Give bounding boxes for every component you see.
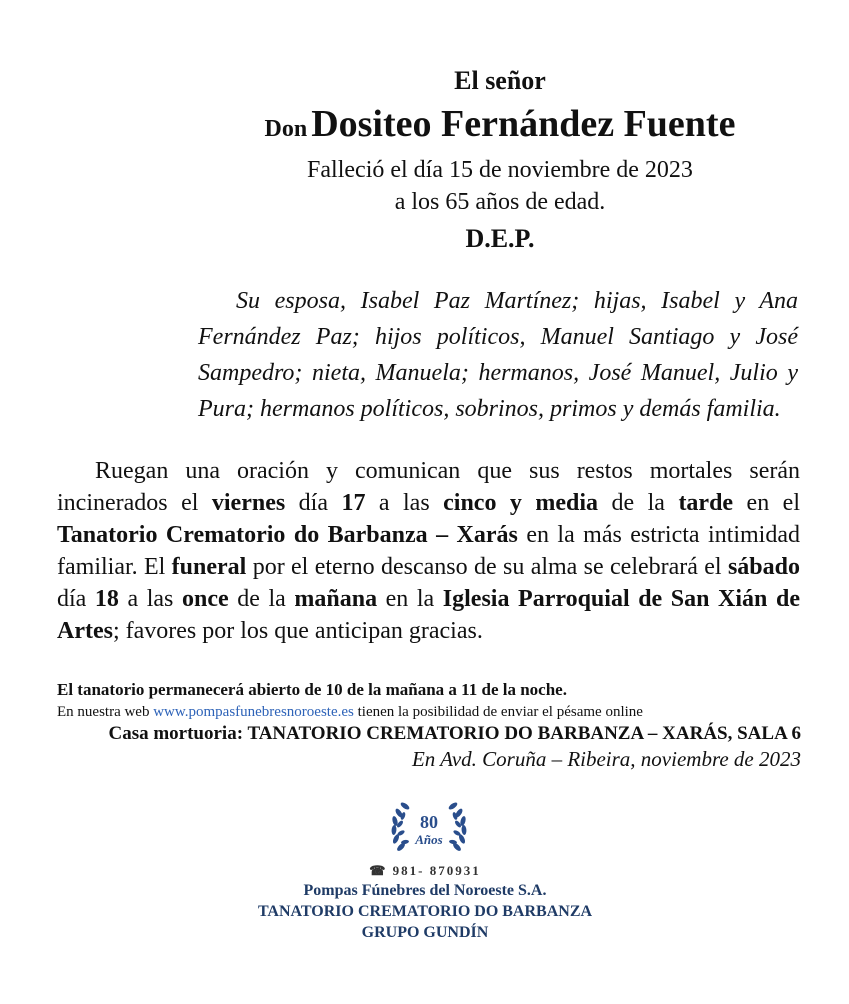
crematorio-name: Tanatorio Crematorio do Barbanza – Xarás [57, 522, 518, 548]
phone-icon: ☎ [369, 863, 388, 878]
announce-text: de la [598, 490, 679, 516]
announce-text: por el eterno descanso de su alma se celebrará el [246, 554, 728, 580]
web-suffix: tienen la posibilidad de enviar el pésame online [353, 704, 643, 720]
family-paragraph: Su esposa, Isabel Paz Martínez; hijas, Isabel y Ana Fernández Paz; hijos políticos, Manuel Santiago y José Sampedro; nieta, Manuela; hermanos, José Manuel, Julio y Pura; hermanos políticos, sobrinos, primos y demás familia. [198, 288, 798, 422]
dep-text: D.E.P. [465, 224, 535, 253]
funeral: funeral [171, 554, 247, 580]
death-date: Falleció el día 15 de noviembre de 2023 [307, 157, 693, 183]
title-el-senor: El señor [454, 66, 546, 95]
tanatorio-hours: El tanatorio permanecerá abierto de 10 de la mañana a 11 de la noche. [57, 680, 567, 699]
phone-line [200, 862, 650, 880]
announce-text: día [285, 490, 342, 516]
announce-text: de la [228, 586, 295, 612]
day-viernes: viernes [211, 490, 286, 516]
announce-text: a las [118, 586, 182, 612]
web-condolence-note [57, 704, 643, 721]
announce-text: día [57, 586, 95, 612]
time-once: once [181, 586, 229, 612]
tarde: tarde [678, 490, 734, 516]
website-link[interactable]: www.pompasfunebresnoroeste.es [153, 704, 354, 720]
announce-text: Ruegan una oración y comunican que sus restos mortales serán incinerados el [57, 458, 800, 516]
deceased-name-line [200, 102, 800, 154]
church-name: Iglesia Parroquial de San Xián de Artes [57, 586, 800, 644]
day-sabado: sábado [727, 554, 800, 580]
age: a los 65 años de edad. [394, 189, 606, 215]
announce-text: en la más estricta intimidad familiar. El [57, 522, 801, 580]
logo-number: 80 [420, 812, 438, 832]
manana: mañana [294, 586, 378, 612]
deceased-name: Dositeo Fernández Fuente [311, 103, 736, 145]
date-18: 18 [94, 586, 119, 612]
announce-text: en la [377, 586, 443, 612]
laurel-wreath-icon [385, 795, 473, 863]
honorific: Don [264, 116, 308, 142]
obituary-heading [200, 64, 800, 256]
80-anos-logo [385, 795, 473, 863]
time-cinco-y-media: cinco y media [443, 490, 599, 516]
announce-text: ; favores por los que anticipan gracias. [112, 618, 483, 644]
announcement-paragraph [57, 455, 800, 647]
phone-number: 981- 870931 [392, 863, 481, 878]
company-name: Pompas Fúnebres del Noroeste S.A. [303, 882, 547, 899]
date-17: 17 [341, 490, 366, 516]
logo-word: Años [415, 832, 443, 847]
funeral-home-footer [200, 862, 650, 943]
announce-text: a las [365, 490, 444, 516]
casa-mortuoria: Casa mortuoria: TANATORIO CREMATORIO DO BARBANZA – XARÁS, SALA 6 [108, 723, 801, 744]
web-prefix: En nuestra web [57, 704, 154, 720]
tanatorio-name: TANATORIO CREMATORIO DO BARBANZA [257, 903, 593, 920]
group-name: GRUPO GUNDÍN [361, 924, 489, 941]
place-and-date: En Avd. Coruña – Ribeira, noviembre de 2023 [411, 747, 801, 771]
announce-text: en el [733, 490, 800, 516]
